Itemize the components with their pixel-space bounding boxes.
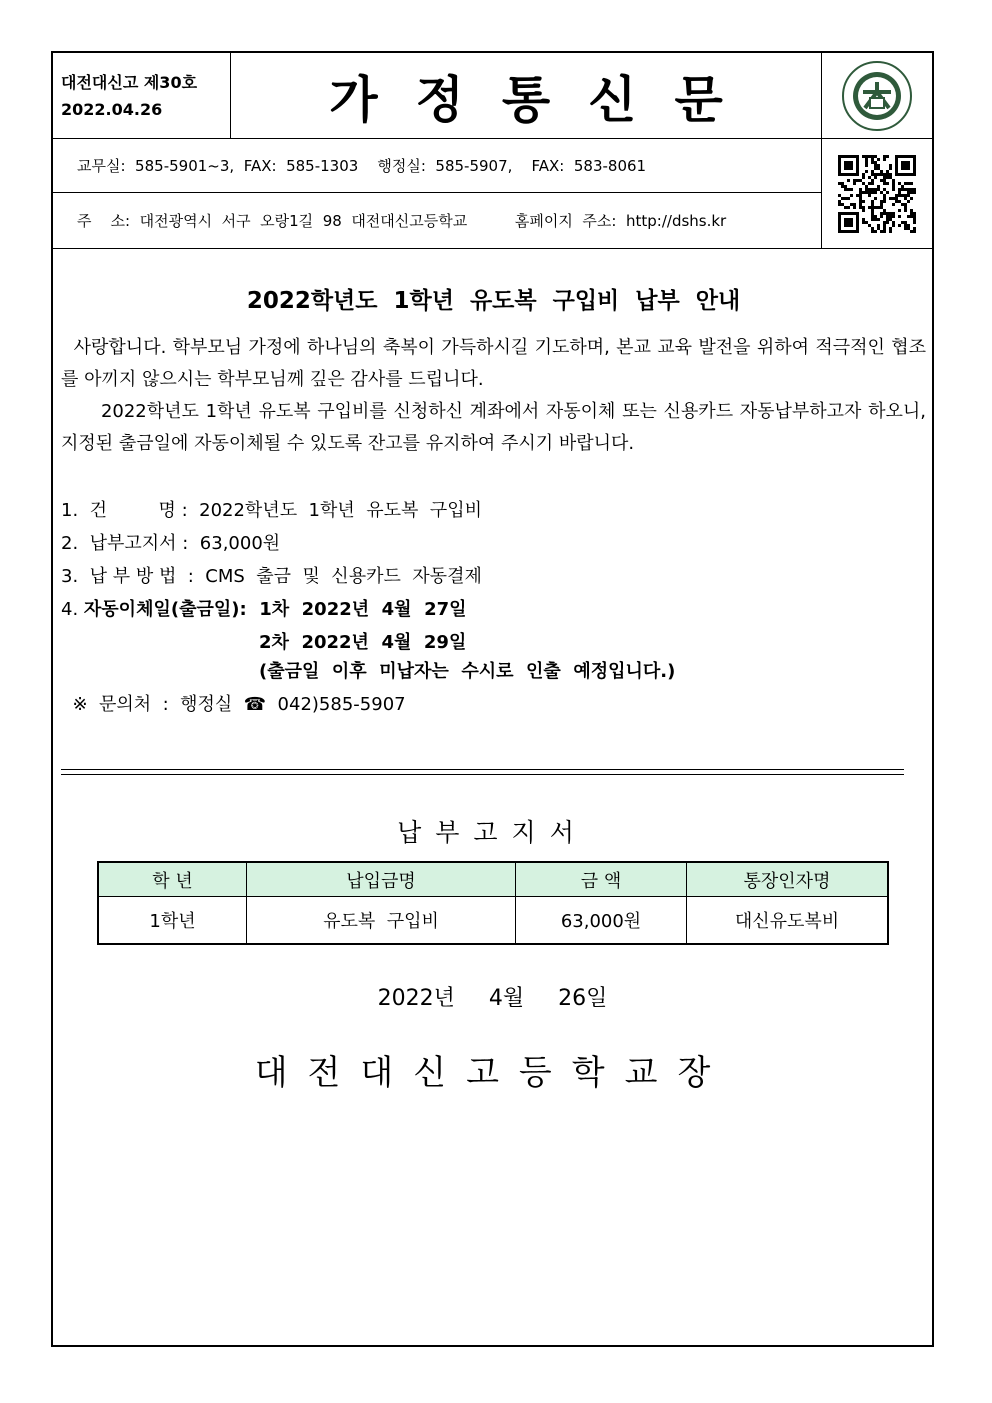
issue-info <box>53 53 231 139</box>
letterhead <box>53 53 932 248</box>
withdrawal-date-2: 2차 2022년 4월 29일 <box>259 632 467 653</box>
detail-item-withdrawal <box>61 593 926 626</box>
newsletter-title: 가정통신문 <box>329 70 761 129</box>
withdrawal-date-1: 자동이체일(출금일): 1차 2022년 4월 27일 <box>83 599 467 620</box>
issue-date-footer: 2022년 4월 26일 <box>377 986 608 1011</box>
greeting-paragraph: 사랑합니다. 학부모님 가정에 하나님의 축복이 가득하시길 기도하며, 본교 교육 발전을 위하여 적극적인 협조를 아끼지 않으시는 학부모님께 깊은 감사를 드립니다. <box>61 337 926 390</box>
table-cell: 유도복 구입비 <box>247 897 516 945</box>
table-row <box>98 897 888 945</box>
notice-title: 2022학년도 1학년 유도복 구입비 납부 안내 <box>246 288 741 314</box>
contact-address-text: 주 소: 대전광역시 서구 오랑1길 98 대전대신고등학교 홈페이지 주소: http://dshs.kr <box>77 212 727 230</box>
column-header: 금 액 <box>516 862 687 897</box>
table-header-row <box>98 862 888 897</box>
issue-number: 대전대신고 제30호 <box>61 73 198 92</box>
qr-code-icon <box>838 155 916 233</box>
payment-paragraph: 2022학년도 1학년 유도복 구입비를 신청하신 계좌에서 자동이체 또는 신용카드 자동납부하고자 하오니, 지정된 출금일에 자동이체될 수 있도록 잔고를 유지하여 주시기 바랍니다. <box>61 401 932 454</box>
contact-phone-text: 교무실: 585-5901~3, FAX: 585-1303 행정실: 585-5907, FAX: 583-8061 <box>77 157 647 175</box>
table-cell: 1학년 <box>98 897 247 945</box>
column-header: 학 년 <box>98 862 247 897</box>
principal-signature: 대전대신고등학교장 <box>254 1053 731 1093</box>
document-frame <box>51 51 934 1347</box>
contact-address-line <box>53 193 821 248</box>
newsletter-title-cell <box>231 53 821 139</box>
detail-item: 1. 건 명 : 2022학년도 1학년 유도복 구입비 <box>61 500 482 521</box>
detail-item: 2. 납부고지서 : 63,000원 <box>61 533 281 554</box>
logo-cell <box>821 53 932 139</box>
payment-slip-title: 납부고지서 <box>397 818 588 847</box>
table-cell: 63,000원 <box>516 897 687 945</box>
header-divider <box>53 248 932 249</box>
contact-phone-line <box>53 139 821 193</box>
detail-list <box>61 494 926 721</box>
payment-slip-table <box>97 861 889 945</box>
issue-date: 2022.04.26 <box>61 100 163 119</box>
column-header: 통장인자명 <box>687 862 889 897</box>
cut-line <box>61 769 904 775</box>
qr-cell <box>821 139 932 248</box>
school-emblem-icon <box>841 60 913 132</box>
column-header: 납입금명 <box>247 862 516 897</box>
item-number: 4. <box>61 599 84 620</box>
table-cell: 대신유도복비 <box>687 897 889 945</box>
withdrawal-note: (출금일 이후 미납자는 수시로 인출 예정입니다.) <box>259 661 676 682</box>
inquiry-line: ※ 문의처 : 행정실 ☎ 042)585-5907 <box>61 694 406 715</box>
detail-item: 3. 납 부 방 법 : CMS 출금 및 신용카드 자동결제 <box>61 566 482 587</box>
